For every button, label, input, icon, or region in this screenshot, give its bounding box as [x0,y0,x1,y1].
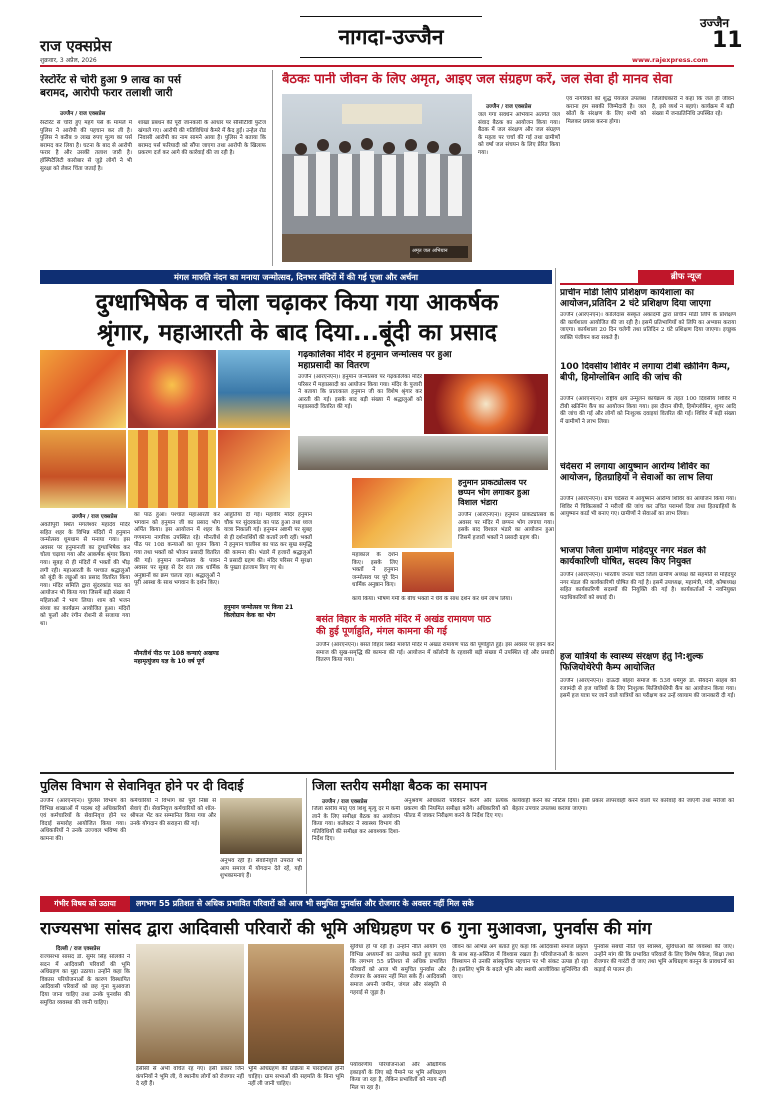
bhog-headline-line1: हनुमान प्राकट्योत्सव पर [458,478,527,487]
bhog-headline-line2: छप्पन भोग लगाकर हुआ [458,488,530,497]
lead-text-col5: ईसीसी से अभी वंचित रह गए। इसी प्रकार जिन कंपनियों ने भूमि ली, वे स्थानीय लोगों को रोजगार नहीं दे रही हैं। [136,1066,244,1088]
issue-date: शुक्रवार, 3 अप्रैल, 2026 [40,57,97,64]
meeting-headline: जिला स्तरीय समीक्षा बैठक का समापन [312,778,487,793]
gadh-photo-idol [424,374,548,434]
lead-banner [40,896,734,912]
gadh-headline-line1: गढ़कालिका मंदिर में हनुमान जन्मोत्सव पर हुआ [298,350,452,360]
temple-headline-line2: श्रृंगार, महाआरती के बाद दिया...बूंदी का प्रसाद [97,320,497,346]
temple-photo-1 [40,350,126,428]
temple-photo-4 [40,430,126,508]
temple-photo-3 [218,350,290,428]
bhog-text-2: महाकाल के दर्शन किए। इसके लिए भक्तों ने हनुमान जन्मोत्सव पर पूरे दिन धार्मिक अनुष्ठान किए। [352,552,398,589]
gadh-photo-crowd [298,436,548,470]
gadh-text: उज्जैन (आरएनएन)। हनुमान जन्मोत्सव पर गढ़कालिका मंदिर परिसर में महाप्रसादी का आयोजन किया गया। मंदिर के पुजारी ने बताया कि प्रातःकाल हनुमान जी का विशेष श्रृंगार कर आरती की गई। इसके बाद बड़ी संख्या में श्रद्धालुओं को महाप्रसादी वितरित की गई। [298,374,422,411]
water-meeting-photo [282,94,472,262]
basant-headline [316,614,556,638]
temple-photo-byline: उज्जैन / राज एक्सप्रेस [72,514,118,520]
people-illustration [282,94,472,262]
meeting-byline: उज्जैन / राज एक्सप्रेस [322,799,368,805]
basant-text: उज्जैन (आरएनएन)। बसंत विहार स्थित मारुति मंदिर में अखंड रामायण पाठ की पूर्णाहुति हुई। इस अवसर पर हवन कर समाज की सुख-समृद्धि की कामना की गई। आयोजन में कॉलोनी के रहवासी बड़ी संख्या में उपस्थित रहे और प्रसादी वितरण किया गया। [316,642,554,664]
temple-text-col3-a: आहुतियां दी गई। महावीर मंदिर हनुमान चौक पर सुंदरकांड का पाठ हुआ तथा ध्वज यात्रा निकाली गई। हनुमान अष्टमी पर सुबह से ही दर्शनार्थियों की कतारें लगी रहीं। भक्तों ने हनुमान चालीसा का पाठ कर सुख समृद्धि की कामना की। भंडारे में हजारों श्रद्धालुओं ने प्रसादी ग्रहण की। मंदिर परिसर में सुरक्षा के पुख्ता इंतजाम किए गए थे। [224,512,312,572]
brief3-headline: चंदेसरा में लगाया आयुष्मान आरोग्य शिविर का आयोजन, हितग्राहियों ने सेवाओं का लाभ लिया [560,462,713,483]
paper-name: राज एक्सप्रेस [40,37,112,55]
meeting-text-col3: कार्यवाही करने का नोटिस दिया। इसी प्रकार लापरवाही करने वालों पर कार्रवाई की जाएगी तथा मरीजों को बेहतर उपचार उपलब्ध कराया जाएगा। [512,798,734,812]
bhog-headline-line3: विशाल भंडारा [458,498,498,507]
temple-headline [40,288,554,348]
briefs-rule [560,283,734,285]
water-text-col2: एवं नागरिकों को शुद्ध पेयजल उपलब्ध कराना हम सबकी जिम्मेदारी है। जल स्रोतों के संरक्षण के लिए सभी को मिलकर प्रयास करना होगा। [566,96,646,125]
meeting-text-col1: जिला स्तरीय मातृ एवं शिशु मृत्यु दर में कमी लाने के लिए समीक्षा बैठक का आयोजन किया गया। कलेक्टर ने स्वास्थ्य विभाग की गतिविधियों की समीक्षा कर आवश्यक दिशा-निर्देश दिए। [312,806,400,843]
theft-byline: उज्जैन / राज एक्सप्रेस [60,111,106,117]
briefs-label: ब्रीफ न्यूज [638,270,734,284]
theft-headline [40,74,262,100]
divider [272,70,273,266]
temple-subhead-1: मौनतीर्थ पीठ पर 108 कन्याएं अखण्ड महामृत्युंजय यज्ञ के 10 वर्ष पूर्ण [134,650,219,665]
temple-photo-5 [128,430,216,508]
police-text-col2: कर्मचारियों ने विभाग को पूरी निष्ठा से सेवाएं दीं। सेवानिवृत्त कर्मचारियों को शॉल-श्रीफल भेंट कर सम्मानित किया गया और उनके योगदान की सराहना की गई। [130,798,216,827]
lead-text-col4: पुनर्वास संबंधी नीति एवं स्वास्थ्य, सुविधाओं की व्यवस्था की जाए। उन्होंने मांग की कि प्रभावित परिवारों के लिए विशेष पैकेज, शिक्षा तथा रोजगार की गारंटी दी जाए तथा भूमि अधिग्रहण कानून के प्रावधानों का कड़ाई से पालन हो। [594,944,734,973]
brief1-headline: प्राचीन मोडी लिपि प्रशिक्षण कार्यशाला का आयोजन,प्रतिदिन 2 घंटे प्रशिक्षण दिया जाएगा [560,288,711,309]
lead-text-col7: पर्यावरणीय परियोजनाओं और औद्योगिक इकाइयों के लिए बड़े पैमाने पर भूमि अधिग्रहण किया जा रहा है, लेकिन प्रभावितों को न्याय नहीं मिल पा रहा है। [350,1062,446,1091]
bhog-headline [458,478,558,508]
meeting-text-col2: अनुश्रवण अधिकारी परिवेदन करेंगे और प्रत्येक प्रकरण की नियमित समीक्षा करेंगे। अधिकारियों को फील्ड में जाकर निरीक्षण करने के निर्देश दिए गए। [404,798,508,820]
temple-headline-line1: दुग्धाभिषेक व चोला चढ़ाकर किया गया आकर्षक [95,290,499,316]
banner-left: गंभीर विषय को उठाया [40,896,130,912]
bhog-text-1: उज्जैन (आरएनएन)। हनुमान प्राकट्योत्सव के अवसर पर मंदिर में छप्पन भोग लगाया गया। इसके बाद विशाल भंडारे का आयोजन हुआ जिसमें हजारों भक्तों ने प्रसादी ग्रहण की। [458,512,554,541]
divider [555,268,556,770]
brief2-text: उज्जैन (आरएनएन)। राष्ट्रीय क्षय उन्मूलन कार्यक्रम के तहत 100 दिवसीय शिविर में टीबी स्क्रीनिंग कैंप का आयोजन किया गया। इस दौरान बीपी, हिमोग्लोबिन, शुगर आदि की जांच की गई और लोगों को निःशुल्क दवाइयां वितरित की गईं। शिविर में बड़ी संख्या में ग्रामीणों ने लाभ लिया। [560,396,736,425]
page-number: 11 [712,28,743,53]
lead-text-col3: जीवन का अभिन्न अंग बताते हुए कहा कि आदिवासी समाज प्रकृति के साथ सह-अस्तित्व में विश्वास रखता है। परियोजनाओं के कारण विस्थापन से उनकी सांस्कृतिक पहचान पर भी संकट उत्पन्न हो रहा है। इसलिए भूमि के बदले भूमि और स्थायी आजीविका सुनिश्चित की जाए। [452,944,588,981]
temple-photo-2 [128,350,216,428]
section-rule [40,772,734,774]
website-url[interactable]: www.rajexpress.com [632,56,709,64]
theft-text-col2: शाखा प्रबंधन की पूरी जानकारी के आधार पर सीसीटीवी फुटेज खंगाले गए। आरोपी की गतिविधियां कैमरे में कैद हुईं। उन्हेल रोड निवासी आरोपी का नाम सामने आया है। पुलिस ने बताया कि बरामद पर्स फरियादी को सौंपा जाएगा तथा आरोपी के खिलाफ प्रकरण दर्ज कर आगे की कार्रवाई की जा रही है। [138,120,266,157]
water-text-col3: जिलाधिकारी ने कहा कि जल ही जीवन है, इसे व्यर्थ न बहाएं। कार्यक्रम में बड़ी संख्या में जनप्रतिनिधि उपस्थित रहे। [652,96,734,118]
lead-text-col6: भूमि अधिग्रहण की प्रक्रिया में पारदर्शिता होनी चाहिए। ग्राम सभाओं की सहमति के बिना भूमि नहीं ली जानी चाहिए। [248,1066,344,1088]
water-headline: बैठकः पानी जीवन के लिए अमृत, आइए जल संग्रहण करें, जल सेवा ही मानव सेवा [282,72,673,87]
brief5-text: उज्जैन (आरएनएन)। दाऊदी बोहरा समाज के 53वें धर्मगुरु डॉ. सैयदना साहब की रजामंदी से हज यात्रियों के लिए निःशुल्क फिजियोथेरेपी कैंप का आयोजन किया गया। इसमें हज यात्रा पर जाने वाले यात्रियों का परीक्षण कर उन्हें व्यायाम की जानकारी दी गई। [560,678,736,700]
brief3-text: उज्जैन (आरएनएन)। ग्राम चंदेसरा में आयुष्मान आरोग्य शिविर का आयोजन किया गया। शिविर में चिकित्सकों ने मरीजों की जांच कर उचित परामर्श दिया तथा हितग्राहियों के आयुष्मान कार्ड भी बनाए गए। ग्रामीणों ने सेवाओं का लाभ लिया। [560,496,736,518]
basant-headline-line1: बसंत विहार के मारुति मंदिर में अखंड रामायण पाठ [316,614,491,625]
temple-photo-6 [218,430,290,508]
bhog-photo-2 [402,552,454,592]
bhog-text-3: कार्य किया। भीषण गर्मी के बीच भक्तों ने धैर्य के साथ दर्शन कर धर्म लाभ लिया। [352,596,513,602]
brief2-headline: 100 दिवसीय शिविर में लगाया टीबी स्क्रीनिंग कैम्प, बीपी, हिमोग्लोबिन आदि की जांच की [560,362,731,383]
theft-headline-line1: रेस्टोरेंट से चोरी हुआ 9 लाख का पर्स [40,74,181,86]
temple-text-col1: अवंतीपुरी स्थित मंगलेश्वर महादेव मंदिर सहित शहर के विभिन्न मंदिरों में हनुमान जन्मोत्सव धूमधाम से मनाया गया। इस अवसर पर हनुमानजी का दुग्धाभिषेक कर चोला चढ़ाया गया और आकर्षक श्रृंगार किया गया। सुबह से ही मंदिरों में भक्तों की भीड़ लगी रही। महाआरती के पश्चात श्रद्धालुओं को बूंदी के लड्डुओं का प्रसाद वितरित किया गया। मंदिर समिति द्वारा सुंदरकांड पाठ का आयोजन भी किया गया जिसमें बड़ी संख्या में महिलाओं ने भाग लिया। शाम को भजन संध्या का कार्यक्रम आयोजित हुआ। मंदिरों को फूलों और रंगीन रोशनी से सजाया गया था। [40,522,130,627]
lead-photo-mp [136,944,244,1064]
basant-headline-line2: की हुई पूर्णाहुति, मंगल कामना की गई [316,626,447,637]
police-headline: पुलिस विभाग से सेवानिवृत होने पर दी विदाई [40,778,244,793]
lead-text-col2: सुविधा हो पा रही है। उन्होंने नीति आयोग एवं विभिन्न अध्ययनों का उल्लेख करते हुए बताया कि लगभग 55 प्रतिशत से अधिक प्रभावित परिवारों को आज भी समुचित पुनर्वास और रोजगार के अवसर नहीं मिल सके हैं। आदिवासी समाज अपनी जमीन, जंगल और संस्कृति से गहराई से जुड़ा है। [350,944,446,996]
police-text-col1: उज्जैन (आरएनएन)। पुलिस विभाग की विभिन्न शाखाओं में पदस्थ रहे अधिकारियों एवं कर्मचारियों के सेवानिवृत्त होने पर विदाई समारोह आयोजित किया गया। अधिकारियों ने उनके उज्ज्वल भविष्य की कामना की। [40,798,126,842]
brief1-text: उज्जैन (आरएनएन)। कालिदास संस्कृत अकादमी द्वारा प्राचीन मोडी लिपि के प्रशिक्षण की कार्यशाला आयोजित की जा रही है। इसमें प्रतिभागियों को लिपि का अभ्यास कराया जाएगा। कार्यशाला 20 दिन चलेगी तथा प्रतिदिन 2 घंटे प्रशिक्षण दिया जाएगा। इच्छुक व्यक्ति पंजीयन करा सकते हैं। [560,312,736,341]
section-title: नागदा-उज्जैन [300,16,482,58]
theft-text-col1: रेस्टोरेंट से चोरी हुए महंगे पर्स के मामले में पुलिस ने आरोपी की पहचान कर ली है। पुलिस ने करीब 9 लाख रुपए मूल्य का पर्स बरामद कर लिया है। घटना के बाद से आरोपी फरार है और उसकी तलाश जारी है। हॉस्पिटैलिटी कारोबार से जुड़े लोगों ने भी सुरक्षा को लेकर चिंता जताई है। [40,120,132,172]
masthead-rule [40,65,734,67]
temple-subhead-2: हनुमान जन्मोत्सव पर किया 21 किलोग्राम केक का भोग [224,604,294,619]
lead-text-col1: राज्यसभा सांसद डॉ. सुमेर सिंह सोलंकी ने सदन में आदिवासी परिवारों की भूमि अधिग्रहण का मुद्दा उठाया। उन्होंने कहा कि विकास परियोजनाओं के कारण विस्थापित आदिवासी परिवारों को छह गुना मुआवजा दिया जाना चाहिए तथा उनके पुनर्वास की समुचित व्यवस्था की जानी चाहिए। [40,954,130,1006]
gadh-headline-line2: महाप्रसादी का वितरण [298,361,370,371]
bhog-photo-1 [352,478,452,548]
brief5-headline: हज यात्रियों के स्वास्थ्य संरक्षण हेतु नि:शुल्क फिजियोथेरेपी कैम्प आयोजित [560,652,704,673]
theft-headline-line2: बरामद, आरोपी फरार तलाशी जारी [40,87,173,99]
lead-photo-house [248,944,344,1064]
temple-strap: मंगल मारुति नंदन का मनाया जन्मोत्सव, दिनभर मंदिरों में की गई पूजा और अर्चना [40,270,552,284]
lead-headline: राज्यसभा सांसद द्वारा आदिवासी परिवारों की भूमि अधिग्रहण पर 6 गुना मुआवजा, पुनर्वास की मांग [40,919,652,939]
police-text-col3: अनुभव रही है। सेवानिवृत्ति उपरांत भी आप समाज में योगदान देते रहें, यही शुभकामनाएं हैं। [220,858,302,880]
water-byline: उज्जैन / राज एक्सप्रेस [486,104,532,110]
brief4-text: उज्जैन (आरएनएन)। भारतीय जनता पार्टी जिला ग्रामीण अध्यक्ष की सहमति से महिदपुर नगर मंडल की कार्यकारिणी घोषित की गई है। इसमें उपाध्यक्ष, महामंत्री, मंत्री, कोषाध्यक्ष सहित कार्यकारिणी सदस्यों की नियुक्ति की गई है। कार्यकर्ताओं ने नवनियुक्त पदाधिकारियों को बधाई दी। [560,572,736,601]
banner-right: लगभग 55 प्रतिशत से अधिक प्रभावित परिवारों को आज भी समुचित पुनर्वास और रोजगार के अवसर नहीं मिल सके [136,899,474,908]
water-text-col1: जल गंगा संवर्धन अभियान अंतर्गत जल संवाद बैठक का आयोजन किया गया। बैठक में जल संरक्षण और जल संग्रहण के महत्व पर चर्चा की गई तथा ग्रामीणों को वर्षा जल संचयन के लिए प्रेरित किया गया। [478,112,560,156]
divider [306,778,307,894]
temple-text-col2-a: का पाठ हुआ। पश्चात महाआरती कर भगवान को हनुमान जी का प्रसाद भोग अर्पित किया। इस आयोजन में शहर के गणमान्य नागरिक उपस्थित रहे। मौनतीर्थ पीठ पर 108 कन्याओं का पूजन किया गया तथा भक्तों को भोजन प्रसादी वितरित की गई। हनुमान जन्मोत्सव के पावन अवसर पर सुबह से देर रात तक धार्मिक अनुष्ठानों का क्रम चलता रहा। श्रद्धालुओं ने पूरी आस्था के साथ भगवान के दर्शन किए। [134,512,220,587]
police-photo [220,798,302,854]
city-label: उज्जैन [700,16,730,30]
brief4-headline: भाजपा जिला ग्रामीण महिदपुर नगर मंडल की कार्यकारिणी घोषित, सदस्य किए नियुक्त [560,546,706,567]
photo-tag: अमृत जल अभियान [412,248,448,254]
gadh-headline [298,350,520,372]
lead-byline: दिल्ली / राज एक्सप्रेस [56,946,101,952]
